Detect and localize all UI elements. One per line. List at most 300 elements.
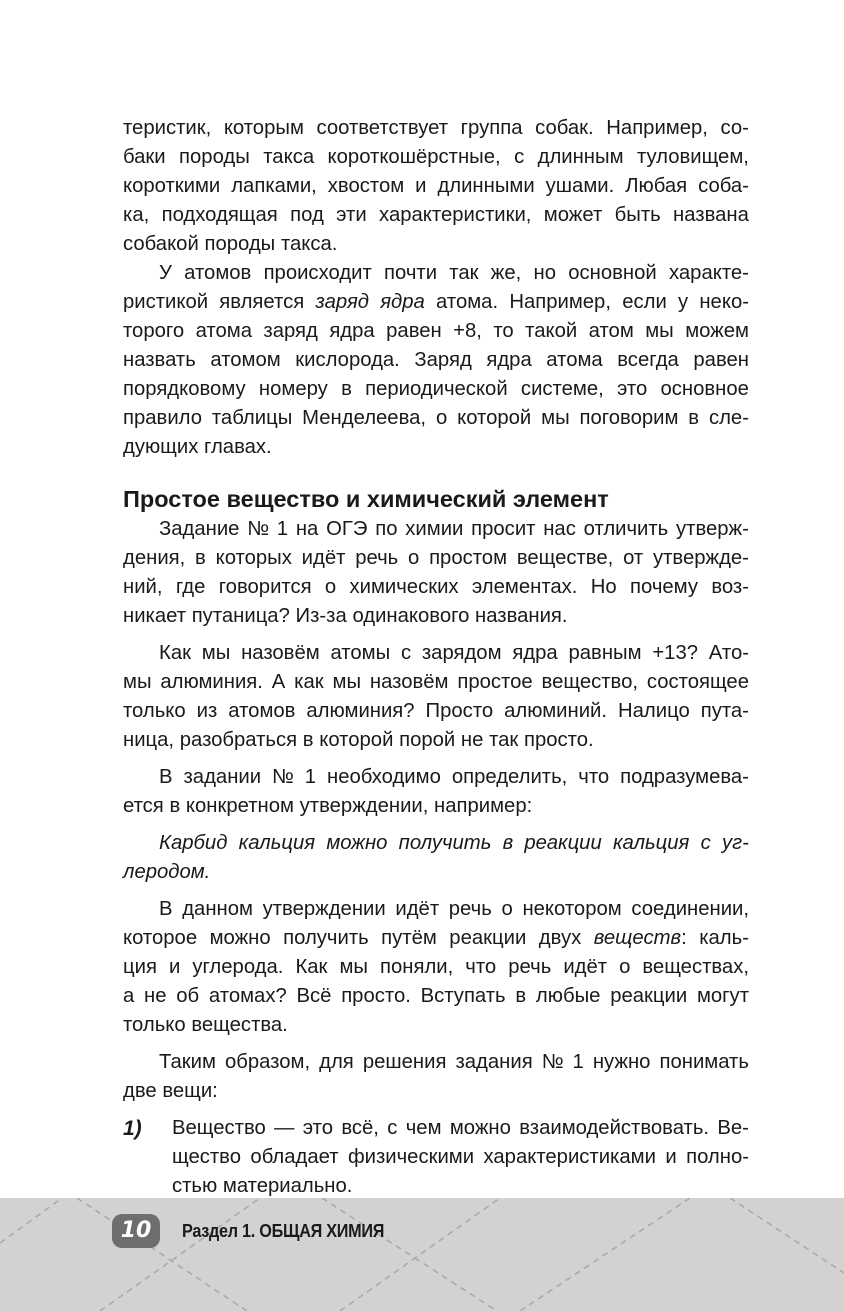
word: ний, xyxy=(123,576,163,598)
word: только xyxy=(123,1014,186,1036)
word: о xyxy=(501,898,513,920)
word: кислорода. xyxy=(295,349,400,371)
word: такой xyxy=(525,320,578,342)
italic-word: кальция xyxy=(238,832,316,854)
word: идёт xyxy=(395,898,440,920)
word: никает xyxy=(123,605,187,627)
word: нужно xyxy=(592,1051,651,1073)
running-section-title: Раздел 1. ОБЩАЯ ХИМИЯ xyxy=(182,1221,385,1241)
word: но xyxy=(533,262,556,284)
italic-word: веществ: xyxy=(593,927,687,949)
italic-word: Карбид xyxy=(159,832,228,854)
text-line xyxy=(123,953,749,982)
word: в xyxy=(341,378,352,400)
word: данном xyxy=(182,898,253,920)
word: алюминий. xyxy=(504,700,608,722)
word: в xyxy=(515,985,527,1007)
word: например: xyxy=(434,795,533,817)
word: соответствует xyxy=(316,117,449,139)
word: получить xyxy=(283,927,369,949)
word: стью xyxy=(172,1175,218,1197)
word: отличить xyxy=(583,518,669,540)
word: такса. xyxy=(280,233,338,255)
word: в xyxy=(688,407,700,429)
word: о xyxy=(435,407,448,429)
italic-word: кальция xyxy=(612,832,690,854)
word: эти xyxy=(336,204,367,226)
word: так xyxy=(489,729,519,751)
word: равен xyxy=(693,349,749,371)
word: атомом xyxy=(210,349,281,371)
text-line xyxy=(123,573,749,602)
word: туловищем, xyxy=(636,146,749,168)
word: просто. xyxy=(341,985,411,1007)
text-line xyxy=(123,924,749,953)
italic-word: получить xyxy=(398,832,492,854)
page-body xyxy=(123,114,749,1201)
word: понимать xyxy=(659,1051,749,1073)
intro-paragraphs xyxy=(123,114,749,462)
text-line xyxy=(123,317,749,346)
word: происходит xyxy=(263,262,372,284)
word: в xyxy=(302,729,314,751)
italic-word: в xyxy=(502,832,514,854)
word: А xyxy=(271,671,286,693)
word: не xyxy=(144,985,167,1007)
word: которое xyxy=(123,927,198,949)
word: пута- xyxy=(700,700,749,722)
word: то xyxy=(493,320,514,342)
word: ядра xyxy=(486,349,532,371)
paragraph xyxy=(123,829,749,887)
word: В xyxy=(159,766,173,788)
word: утвержде- xyxy=(652,547,749,569)
word: соба- xyxy=(698,175,749,197)
word: которой xyxy=(457,407,532,429)
word: о xyxy=(408,547,420,569)
word: заряд xyxy=(263,320,318,342)
word: Просто xyxy=(425,700,494,722)
word: неко- xyxy=(699,291,749,313)
word: почти xyxy=(384,262,438,284)
text-line xyxy=(123,172,749,201)
text-line xyxy=(123,143,749,172)
word: поговорим xyxy=(579,407,679,429)
italic-word: ядра xyxy=(380,291,425,313)
text-line xyxy=(123,726,749,755)
text-line xyxy=(123,1048,749,1077)
word: для xyxy=(319,1051,354,1073)
text-line xyxy=(123,259,749,288)
word: атомов xyxy=(184,262,252,284)
word: которой xyxy=(319,729,394,751)
word: химических xyxy=(349,576,459,598)
section-heading: Простое вещество и химический элемент xyxy=(123,486,609,512)
word: породы xyxy=(179,146,250,168)
word: равен xyxy=(386,320,442,342)
word: Как xyxy=(295,956,328,978)
word: названа xyxy=(673,204,749,226)
word: Менделеева, xyxy=(302,407,427,429)
word: 1 xyxy=(572,1051,584,1073)
word: характе- xyxy=(668,262,749,284)
word: об xyxy=(176,985,200,1007)
word: щество xyxy=(172,1146,241,1168)
word: что xyxy=(465,956,497,978)
word: Заряд xyxy=(414,349,472,371)
word: Например, xyxy=(606,117,708,139)
word: Вступать xyxy=(420,985,506,1007)
word: поняли, xyxy=(380,956,454,978)
word: каль- xyxy=(699,927,749,949)
word: углерода. xyxy=(192,956,284,978)
word: так xyxy=(449,262,479,284)
word: ция xyxy=(123,956,157,978)
page-number-badge: 10 xyxy=(112,1214,160,1248)
word: могут xyxy=(696,985,749,1007)
body-paragraphs xyxy=(123,515,749,1106)
paragraph xyxy=(123,515,749,631)
word: утверж- xyxy=(676,518,749,540)
text-line xyxy=(123,230,749,259)
punctuation: : xyxy=(681,927,687,949)
text-line xyxy=(123,1077,749,1106)
word: простом xyxy=(429,547,508,569)
word: можно xyxy=(209,927,271,949)
word: Но xyxy=(590,576,617,598)
word: которых xyxy=(215,547,292,569)
word: +13? xyxy=(652,642,699,664)
italic-word: с xyxy=(700,832,711,854)
word: химии xyxy=(405,518,464,540)
italic-word: можно xyxy=(326,832,388,854)
word: длинными xyxy=(437,175,535,197)
text-line xyxy=(123,895,749,924)
word: двух xyxy=(538,927,582,949)
word: под xyxy=(290,204,324,226)
word: же, xyxy=(490,262,522,284)
word: мы xyxy=(201,642,231,664)
word: почему xyxy=(630,576,698,598)
word: +8, xyxy=(453,320,482,342)
word: что xyxy=(578,766,610,788)
word: необходимо xyxy=(327,766,441,788)
word: Таким xyxy=(159,1051,216,1073)
word: идёт xyxy=(301,547,346,569)
word: полно- xyxy=(686,1146,749,1168)
word: атома xyxy=(195,320,252,342)
word: Ато- xyxy=(708,642,749,664)
word: где xyxy=(175,576,206,598)
word: такса xyxy=(263,146,315,168)
word: материально. xyxy=(222,1175,353,1197)
text-line xyxy=(123,375,749,404)
text-line xyxy=(172,1143,749,1172)
text-line xyxy=(123,639,749,668)
word: и xyxy=(665,1146,677,1168)
word: ница, xyxy=(123,729,175,751)
word: мы xyxy=(339,956,368,978)
word: № xyxy=(247,518,269,540)
word: собакой xyxy=(123,233,199,255)
word: таблицы xyxy=(211,407,293,429)
word: обладает xyxy=(250,1146,339,1168)
text-line xyxy=(123,114,749,143)
word: хвостом xyxy=(327,175,405,197)
paragraph xyxy=(123,259,749,462)
italic-word: уг- xyxy=(721,832,749,854)
word: говорится xyxy=(218,576,312,598)
word: назовём xyxy=(369,671,449,693)
word: 1 xyxy=(304,766,317,788)
word: № xyxy=(272,766,294,788)
word: с xyxy=(400,642,412,664)
word: реакции xyxy=(610,985,688,1007)
paragraph xyxy=(123,1048,749,1106)
word: может xyxy=(543,204,603,226)
text-line xyxy=(123,602,749,631)
word: нас xyxy=(543,518,576,540)
word: речь xyxy=(355,547,399,569)
paragraph xyxy=(123,114,749,259)
word: у xyxy=(678,291,689,313)
word: Задание xyxy=(159,518,240,540)
word: № xyxy=(541,1051,564,1073)
word: не xyxy=(460,729,484,751)
word: дующих xyxy=(123,436,199,458)
word: взаимодействовать. xyxy=(519,1117,710,1139)
word: по xyxy=(375,518,398,540)
text-line xyxy=(123,201,749,230)
word: можно xyxy=(449,1117,511,1139)
word: путаница? xyxy=(191,605,290,627)
word: речь xyxy=(508,956,552,978)
word: две xyxy=(123,1080,157,1102)
word: мы xyxy=(332,671,362,693)
word: определить, xyxy=(451,766,568,788)
word: В xyxy=(159,898,173,920)
word: порой xyxy=(399,729,456,751)
word: веществах, xyxy=(642,956,749,978)
text-line xyxy=(123,515,749,544)
word: атома xyxy=(546,349,603,371)
word: сле- xyxy=(708,407,749,429)
word: Например, xyxy=(509,291,611,313)
word: дения, xyxy=(123,547,186,569)
word: номеру xyxy=(258,378,328,400)
word: разобраться xyxy=(179,729,298,751)
word: периодической xyxy=(365,378,508,400)
word: характеристики, xyxy=(379,204,532,226)
word: любые xyxy=(535,985,601,1007)
paragraph xyxy=(123,895,749,1040)
word: мы xyxy=(123,671,152,693)
text-line xyxy=(123,288,749,317)
word: ется xyxy=(123,795,164,817)
word: зарядом xyxy=(421,642,502,664)
word: атомов xyxy=(228,700,296,722)
word: решения xyxy=(362,1051,447,1073)
word: как xyxy=(294,671,324,693)
word: задания xyxy=(455,1051,533,1073)
word: с xyxy=(514,146,525,168)
word: основное xyxy=(660,378,749,400)
word: простое xyxy=(457,671,533,693)
list-marker: 1) xyxy=(123,1117,142,1140)
word: названия. xyxy=(475,605,568,627)
word: мы xyxy=(541,407,570,429)
word: веществе, xyxy=(516,547,614,569)
word: назовём xyxy=(241,642,320,664)
word: и xyxy=(415,175,427,197)
text-line xyxy=(123,544,749,573)
word: ОГЭ xyxy=(326,518,368,540)
word: группа xyxy=(460,117,523,139)
word: 1 xyxy=(276,518,289,540)
word: быть xyxy=(614,204,661,226)
numbered-list xyxy=(123,1114,749,1201)
italic-word: леродом. xyxy=(123,861,211,883)
paragraph xyxy=(123,763,749,821)
word: Налицо xyxy=(617,700,690,722)
word: одинакового xyxy=(352,605,470,627)
italic-word: реакции xyxy=(524,832,602,854)
word: элементах. xyxy=(471,576,578,598)
word: всегда xyxy=(617,349,679,371)
word: это xyxy=(616,378,648,400)
paragraph xyxy=(123,639,749,755)
word: со- xyxy=(720,117,749,139)
word: Ве- xyxy=(717,1117,749,1139)
word: Всё xyxy=(296,985,332,1007)
word: ристикой xyxy=(123,291,209,313)
word: чем xyxy=(405,1117,442,1139)
word: только xyxy=(123,700,186,722)
text-line xyxy=(123,346,749,375)
word: Как xyxy=(159,642,191,664)
word: речь xyxy=(448,898,492,920)
word: Любая xyxy=(625,175,688,197)
word: ушами. xyxy=(545,175,615,197)
word: лапками, xyxy=(231,175,317,197)
word: конкретном xyxy=(185,795,294,817)
word: Из-за xyxy=(295,605,347,627)
word: можем xyxy=(685,320,749,342)
word: правило xyxy=(123,407,202,429)
word: утверждении, xyxy=(299,795,429,817)
word: состоящее xyxy=(646,671,749,693)
text-line xyxy=(123,792,749,821)
word: от xyxy=(623,547,644,569)
word: короткими xyxy=(123,175,221,197)
word: теристик, xyxy=(123,117,212,139)
word: равным xyxy=(568,642,642,664)
text-line xyxy=(123,433,749,462)
word: баки xyxy=(123,146,166,168)
word: ядра xyxy=(329,320,375,342)
word: собак. xyxy=(535,117,594,139)
word: вещи: xyxy=(162,1080,218,1102)
word: и xyxy=(168,956,181,978)
word: длинным xyxy=(537,146,624,168)
word: всё, xyxy=(341,1117,379,1139)
text-line xyxy=(123,697,749,726)
word: Вещество xyxy=(172,1117,266,1139)
word: о xyxy=(324,576,337,598)
word: назвать xyxy=(123,349,196,371)
word: в xyxy=(195,547,206,569)
page-footer xyxy=(0,1198,844,1311)
text-line xyxy=(123,763,749,792)
word: атомах? xyxy=(208,985,287,1007)
word: просит xyxy=(471,518,536,540)
word: задании xyxy=(183,766,262,788)
word: атом xyxy=(588,320,634,342)
word: ядра xyxy=(512,642,558,664)
word: главах. xyxy=(204,436,272,458)
word: вещества. xyxy=(191,1014,288,1036)
word: физическими xyxy=(347,1146,475,1168)
word: подходящая xyxy=(161,204,278,226)
word: алюминия. xyxy=(160,671,263,693)
text-line xyxy=(172,1114,749,1143)
word: образом, xyxy=(224,1051,311,1073)
word: если xyxy=(622,291,667,313)
word: а xyxy=(123,985,135,1007)
word: подразумева- xyxy=(620,766,749,788)
word: — xyxy=(274,1117,295,1139)
word: мы xyxy=(645,320,674,342)
word: идёт xyxy=(563,956,608,978)
text-line xyxy=(123,668,749,697)
list-item xyxy=(123,1114,749,1201)
word: является xyxy=(219,291,305,313)
italic-word: заряд xyxy=(315,291,369,313)
word: просто. xyxy=(523,729,594,751)
word: порядковому xyxy=(123,378,246,400)
word: соединении, xyxy=(631,898,749,920)
word: основной xyxy=(568,262,657,284)
word: короткошёрстные, xyxy=(327,146,501,168)
word: алюминия? xyxy=(306,700,415,722)
word: на xyxy=(295,518,319,540)
word: породы xyxy=(204,233,276,255)
word: атома. xyxy=(436,291,499,313)
word: ка, xyxy=(123,204,150,226)
text-line xyxy=(172,1172,749,1201)
word: которым xyxy=(223,117,304,139)
word: реакции xyxy=(449,927,527,949)
word: это xyxy=(302,1117,333,1139)
word: атомы xyxy=(330,642,391,664)
word: о xyxy=(619,956,631,978)
word: вещество, xyxy=(541,671,638,693)
text-line xyxy=(123,982,749,1011)
word: с xyxy=(387,1117,398,1139)
word: характеристиками xyxy=(483,1146,656,1168)
word: воз- xyxy=(711,576,749,598)
word: путём xyxy=(381,927,437,949)
word: утверждении xyxy=(262,898,386,920)
word: из xyxy=(196,700,218,722)
word: торого xyxy=(123,320,185,342)
word: некотором xyxy=(522,898,622,920)
text-line xyxy=(123,829,749,858)
text-line xyxy=(123,404,749,433)
word: У xyxy=(159,262,172,284)
word: системе, xyxy=(520,378,604,400)
text-line xyxy=(123,1011,749,1040)
